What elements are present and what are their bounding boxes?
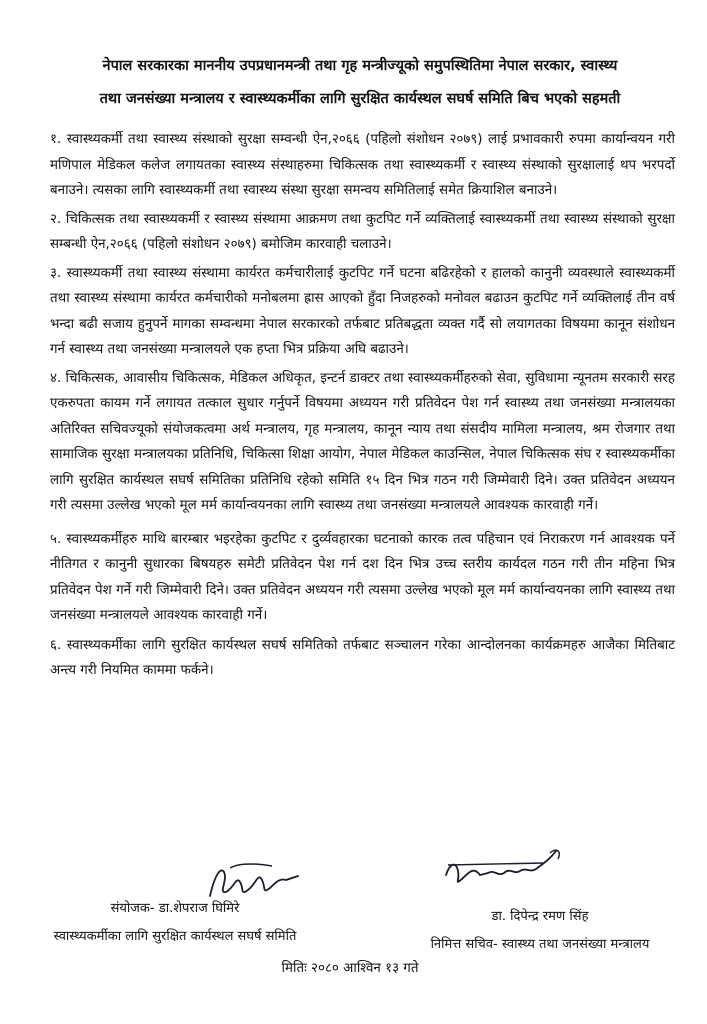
clause-1: १. स्वास्थ्यकर्मी तथा स्वास्थ्य संस्थाको सुरक्षा सम्वन्धी ऐन,२०६६ (पहिलो संशोधन २०७९) लाई प्रभावकारी रुपमा कार्यान्वयन गरी मणिपाल मेडिकल कलेज लगायतका स्वास्थ्य संस्थाहरुमा चिकित्सक तथा स्वास्थ्यकर्मी र स्वास्थ्य संस्थाको सुरक्षालाई थप भरपर्दो बनाउने। त्यसका लागि स्वास्थ्यकर्मी तथा स्वास्थ्य संस्था सुरक्षा समन्वय समितिलाई समेत क्रियाशिल बनाउने। xyxy=(50,132,675,198)
signatory-right-name: डा. दिपेन्द्र रमण सिंह xyxy=(491,909,589,924)
signatory-left xyxy=(10,895,340,951)
agreement-date: मितिः २०८० आश्विन १३ गते xyxy=(281,961,419,976)
clause-4: ४. चिकित्सक, आवासीय चिकित्सक, मेडिकल अधिकृत, इन्टर्न डाक्टर तथा स्वास्थ्यकर्मीहरुको सेवा, सुविधामा न्यूनतम सरकारी सरह एकरुपता कायम गर्ने लगायत तत्काल सुधार गर्नुपर्ने विषयमा अध्ययन गरी प्रतिवेदन पेश गर्न स्वास्थ्य तथा जनसंख्या मन्त्रालयका अतिरिक्त सचिवज्यूको संयोजकत्वमा अर्थ मन्त्रालय, गृह मन्त्रालय, कानून न्याय तथा संसदीय मामिला मन्त्रालय, श्रम रोजगार तथा सामाजिक सुरक्षा मन्त्रालयका प्रतिनिधि, चिकित्सा शिक्षा आयोग, नेपाल मेडिकल काउन्सिल, नेपाल चिकित्सक संघ र स्वास्थ्यकर्मीका लागि सुरक्षित कार्यस्थल सघर्ष समितिका प्रतिनिधि रहेको समिति १५ दिन भित्र गठन गरी जिम्मेवारी दिने। उक्त प्रतिवेदन अध्ययन गरी त्यसमा उल्लेख भएको मूल मर्म कार्यान्वयनका लागि स्वास्थ्य तथा जनसंख्या मन्त्रालयले आवश्यक कारवाही गर्ने। xyxy=(50,370,675,513)
title-line-2: तथा जनसंख्या मन्त्रालय र स्वास्थ्यकर्मीका लागि सुरक्षित कार्यस्थल सघर्ष समिति बिच भएको सहमती xyxy=(99,91,621,107)
signature-right-scribble xyxy=(440,845,570,900)
clause-2: २. चिकित्सक तथा स्वास्थ्यकर्मी र स्वास्थ्य संस्थामा आक्रमण तथा कुटपिट गर्ने व्यक्तिलाई स्वास्थ्यकर्मी तथा स्वास्थ्य संस्थाको सुरक्षा सम्बन्धी ऐन,२०६६ (पहिलो संशोधन २०७९) बमोजिम कारवाही चलाउने। xyxy=(50,211,675,252)
signatory-left-name: संयोजक- डा.शेपराज घिमिरे xyxy=(110,901,240,916)
signatory-right-title: निमित्त सचिव- स्वास्थ्य तथा जनसंख्या मन्त्रालय xyxy=(430,937,650,952)
signatory-left-title: स्वास्थ्यकर्मीका लागि सुरक्षित कार्यस्थल सघर्ष समिति xyxy=(53,929,297,944)
title-line-1: नेपाल सरकारका माननीय उपप्रधानमन्त्री तथा गृह मन्त्रीज्यूको समुपस्थितिमा नेपाल सरकार, स्वास्थ्य xyxy=(102,58,618,74)
clause-6: ६. स्वास्थ्यकर्मीका लागि सुरक्षित कार्यस्थल सघर्ष समितिको तर्फबाट सञ्चालन गरेका आन्दोलनका कार्यक्रमहरु आजैका मितिबाट अन्त्य गरी नियमित काममा फर्कने। xyxy=(50,637,675,678)
document-title xyxy=(40,50,680,116)
agreement-clauses xyxy=(50,127,675,687)
clause-3: ३. स्वास्थ्यकर्मी तथा स्वास्थ्य संस्थामा कार्यरत कर्मचारीलाई कुटपिट गर्ने घटना बढिरहेको र हालको कानुनी व्यवस्थाले स्वास्थ्यकर्मी तथा स्वास्थ्य संस्थामा कार्यरत कर्मचारीको मनोबलमा ह्रास आएको हुँदा निजहरुको मनोवल बढाउन कुटपिट गर्ने व्यक्तिलाई तीन वर्ष भन्दा बढी सजाय हुनुपर्ने मागका सम्वन्धमा नेपाल सरकारको तर्फबाट प्रतिबद्धता व्यक्त गर्दै सो लयागतका विषयमा कानून संशोधन गर्न स्वास्थ्य तथा जनसंख्या मन्त्रालयले एक हप्ता भित्र प्रक्रिया अघि बढाउने। xyxy=(50,265,675,357)
clause-5: ५. स्वास्थ्यकर्मीहरु माथि बारम्बार भइरहेका कुटपिट र दुर्व्यवहारका घटनाको कारक तत्व पहिचान एवं निराकरण गर्न आवश्यक पर्ने नीतिगत र कानुनी सुधारका बिषयहरु समेटी प्रतिवेदन पेश गर्न दश दिन भित्र उच्च स्तरीय कार्यदल गठन गरी तीन महिना भित्र प्रतिवेदन पेश गर्ने गरी जिम्मेवारी दिने। उक्त प्रतिवेदन अध्ययन गरी त्यसमा उल्लेख भएको मूल मर्म कार्यान्वयनका लागि स्वास्थ्य तथा जनसंख्या मन्त्रालयले आवश्यक कारवाही गर्ने। xyxy=(50,531,675,623)
signatory-right xyxy=(380,903,700,959)
